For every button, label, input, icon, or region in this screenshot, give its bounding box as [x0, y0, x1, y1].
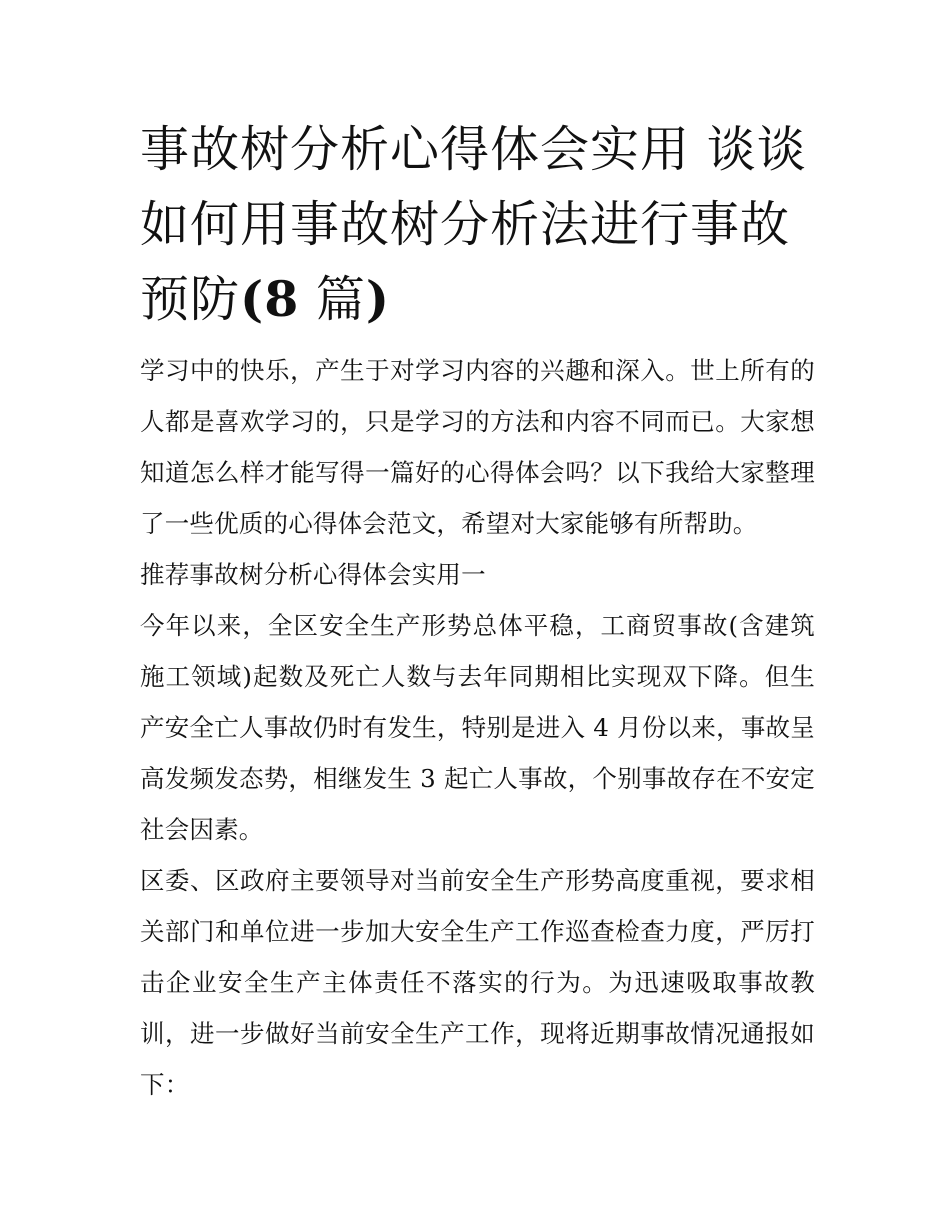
- title-line-3-prefix: 预防: [140, 271, 241, 328]
- title-line-3-number: (8: [240, 270, 300, 328]
- paragraph-situation: 今年以来，全区安全生产形势总体平稳，工商贸事故(含建筑施工领域)起数及死亡人数与去年同期相比实现双下降。但生产安全亡人事故仍时有发生，特别是进入 4 月份以来，事故呈高发频发态势，相继发生 3 起亡人事故，个别事故存在不安定社会因素。: [140, 611, 815, 844]
- section-heading: 推荐事故树分析心得体会实用一: [140, 560, 486, 589]
- document-title: [140, 112, 815, 337]
- document-page: [140, 112, 815, 1110]
- paragraph-notice: 区委、区政府主要领导对当前安全生产形势高度重视，要求相关部门和单位进一步加大安全生产工作巡查检查力度，严厉打击企业安全生产主体责任不落实的行为。为迅速吸取事故教训，进一步做好当前安全生产工作，现将近期事故情况通报如下：: [140, 866, 815, 1099]
- paragraph-intro: 学习中的快乐，产生于对学习内容的兴趣和深入。世上所有的人都是喜欢学习的，只是学习的方法和内容不同而已。大家想知道怎么样才能写得一篇好的心得体会吗？以下我给大家整理了一些优质的心得体会范文，希望对大家能够有所帮助。: [140, 356, 815, 538]
- title-line-1: 事故树分析心得体会实用 谈谈: [140, 121, 807, 178]
- title-line-3-suffix: ): [365, 270, 391, 328]
- title-line-3-mid: 篇: [299, 271, 366, 328]
- document-body: [140, 345, 815, 1110]
- title-line-2: 如何用事故树分析法进行事故: [140, 196, 791, 253]
